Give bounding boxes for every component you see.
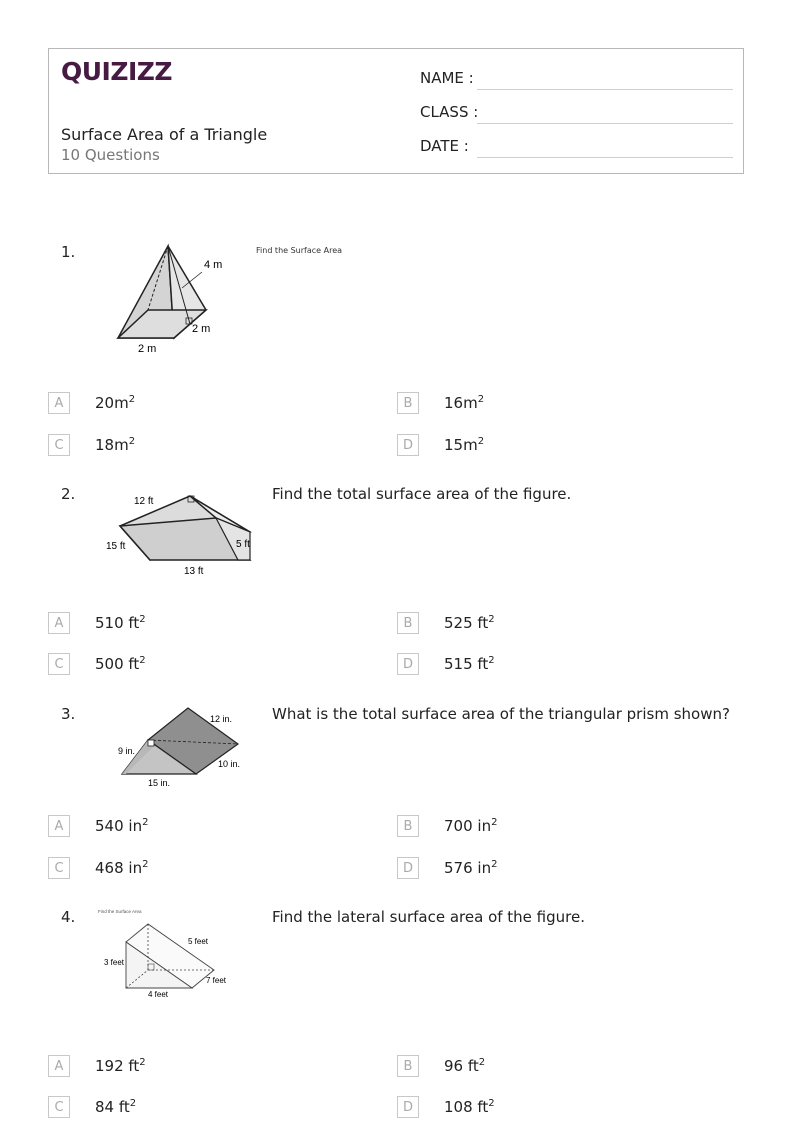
q3-option-c[interactable] (48, 857, 148, 879)
q2-option-c-text: 500 $ft^2$ (95, 655, 146, 673)
q2-option-d-letter: D (397, 653, 419, 675)
question-3-figure-prism (112, 704, 244, 790)
q1-option-c[interactable] (48, 434, 135, 456)
q2-option-a-letter: A (48, 612, 70, 634)
q3-option-b-text: 700 $in^2$ (444, 817, 498, 835)
q1-option-a-letter: A (48, 392, 70, 414)
question-1-figure-pyramid (110, 240, 230, 358)
q1-label-width: 2 m (192, 323, 211, 335)
name-label: NAME : (420, 69, 474, 87)
q3-option-b[interactable] (397, 815, 497, 837)
q3-label-right: 10 in. (218, 759, 241, 769)
q3-option-c-text: 468 $in^2$ (95, 859, 149, 877)
question-2-text: Find the total surface area of the figure. (272, 485, 572, 503)
question-4-text: Find the lateral surface area of the figure. (272, 908, 585, 926)
q1-option-b-text: $16m^2$ (444, 394, 485, 412)
q1-option-b[interactable] (397, 392, 484, 414)
question-4-figure-prism (96, 906, 236, 1002)
class-label: CLASS : (420, 103, 479, 121)
q4-option-c[interactable] (48, 1096, 136, 1118)
date-label: DATE : (420, 137, 469, 155)
q4-label-height: 3 feet (104, 958, 125, 967)
q2-option-b[interactable] (397, 612, 495, 634)
q2-label-top: 12 ft (134, 496, 154, 507)
q1-label-slant: 4 m (204, 259, 223, 271)
q3-option-a-text: 540 $in^2$ (95, 817, 149, 835)
q2-option-b-letter: B (397, 612, 419, 634)
q1-option-a[interactable] (48, 392, 135, 414)
q2-option-d-text: 515 $ft^2$ (444, 655, 495, 673)
q4-option-b-letter: B (397, 1055, 419, 1077)
q4-figure-caption: Find the Surface Area (98, 909, 142, 914)
q1-label-base: 2 m (138, 343, 157, 355)
q3-label-left: 9 in. (118, 746, 136, 756)
question-3-text: What is the total surface area of the triangular prism shown? (272, 705, 730, 723)
q2-option-c[interactable] (48, 653, 146, 675)
worksheet-header (48, 48, 744, 174)
question-3-number: 3. (61, 705, 76, 723)
q4-option-b[interactable] (397, 1055, 485, 1077)
quizizz-logo: QUIZIZZ (61, 57, 173, 86)
q1-option-d[interactable] (397, 434, 484, 456)
q2-option-d[interactable] (397, 653, 495, 675)
q3-label-top: 12 in. (210, 714, 233, 724)
q1-option-d-text: $15m^2$ (444, 436, 485, 454)
q3-option-a-letter: A (48, 815, 70, 837)
q1-option-c-letter: C (48, 434, 70, 456)
q2-label-bottom: 13 ft (184, 566, 204, 577)
q4-option-d-text: 108 $ft^2$ (444, 1098, 495, 1116)
q4-option-a-letter: A (48, 1055, 70, 1077)
q1-option-d-letter: D (397, 434, 419, 456)
q2-label-left: 15 ft (106, 541, 126, 552)
q3-option-a[interactable] (48, 815, 148, 837)
q4-option-b-text: 96 $ft^2$ (444, 1057, 486, 1075)
q2-option-c-letter: C (48, 653, 70, 675)
q4-option-d-letter: D (397, 1096, 419, 1118)
q4-option-a[interactable] (48, 1055, 146, 1077)
q4-label-base: 4 feet (148, 990, 169, 999)
q2-option-a[interactable] (48, 612, 146, 634)
question-4-number: 4. (61, 908, 76, 926)
q4-option-c-letter: C (48, 1096, 70, 1118)
question-2-figure-prism (104, 488, 256, 578)
q4-label-slant: 5 feet (188, 937, 209, 946)
q2-label-right: 5 ft (236, 539, 250, 550)
class-line (477, 123, 733, 124)
question-2-number: 2. (61, 485, 76, 503)
q1-option-c-text: $18m^2$ (95, 436, 136, 454)
q4-option-a-text: 192 $ft^2$ (95, 1057, 146, 1075)
q4-label-length: 7 feet (206, 976, 227, 985)
question-1-number: 1. (61, 243, 76, 261)
q3-option-c-letter: C (48, 857, 70, 879)
question-count: 10 Questions (61, 146, 160, 164)
q1-option-a-text: $20m^2$ (95, 394, 136, 412)
q4-option-c-text: 84 $ft^2$ (95, 1098, 137, 1116)
q3-label-bottom: 15 in. (148, 778, 171, 788)
q4-option-d[interactable] (397, 1096, 495, 1118)
q2-option-b-text: 525 $ft^2$ (444, 614, 495, 632)
question-1-text: Find the Surface Area (256, 246, 343, 255)
worksheet-title: Surface Area of a Triangle (61, 125, 268, 144)
q3-option-d[interactable] (397, 857, 497, 879)
q3-option-d-text: 576 $in^2$ (444, 859, 498, 877)
q3-option-d-letter: D (397, 857, 419, 879)
date-line (477, 157, 733, 158)
q3-option-b-letter: B (397, 815, 419, 837)
name-line (477, 89, 733, 90)
q2-option-a-text: 510 $ft^2$ (95, 614, 146, 632)
q1-option-b-letter: B (397, 392, 419, 414)
